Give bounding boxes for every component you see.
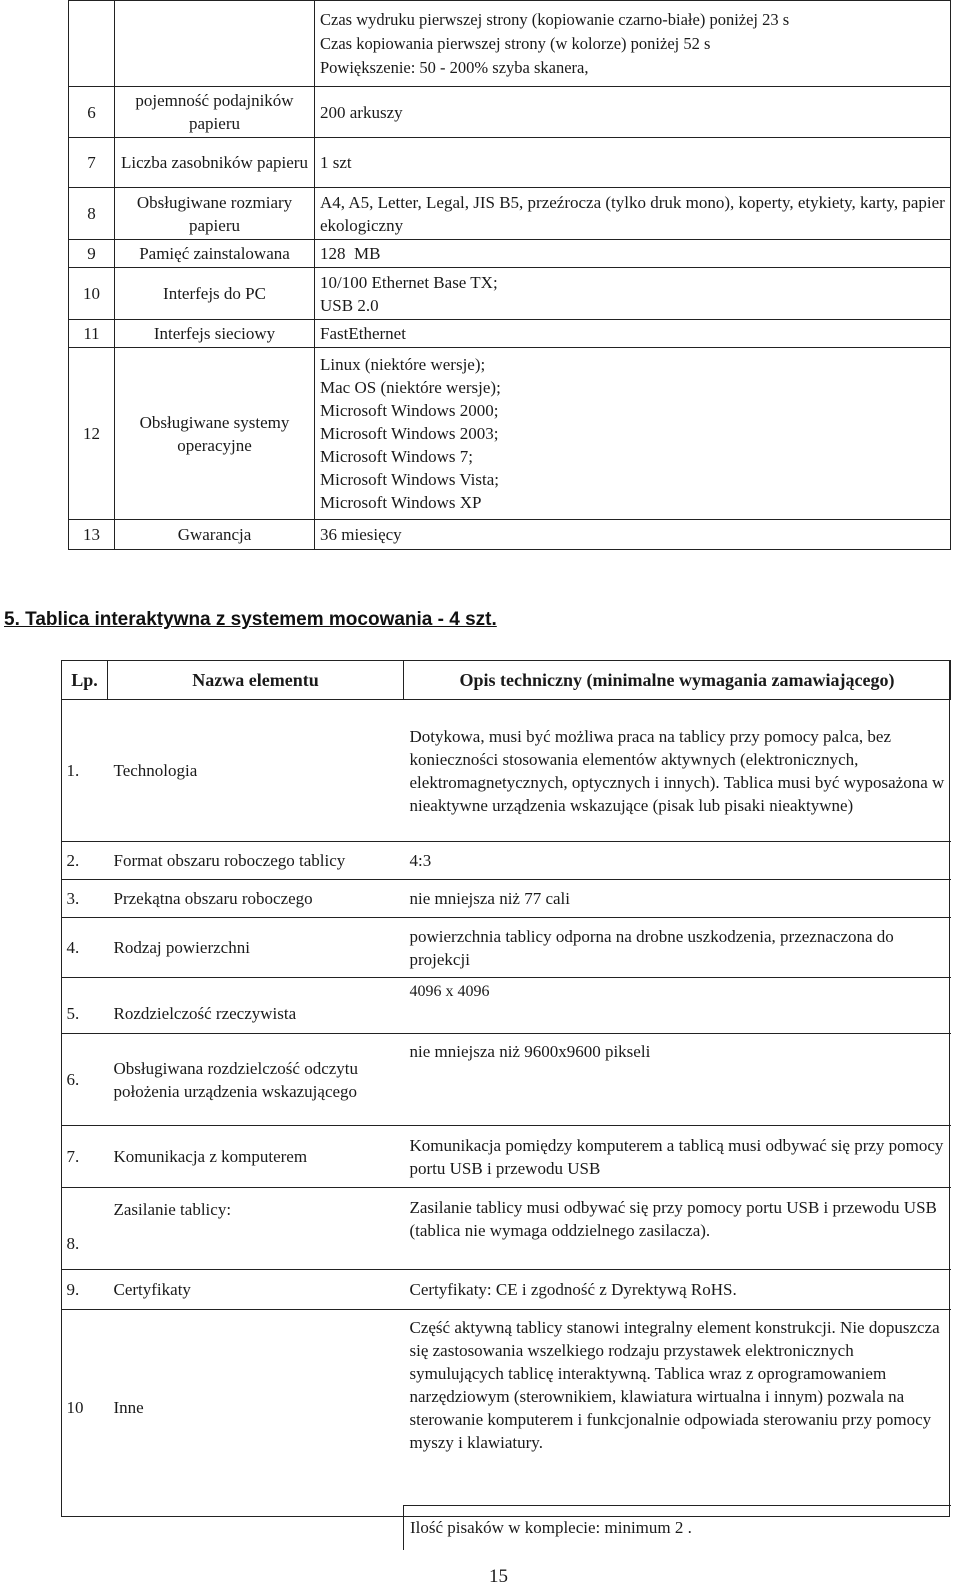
table-row [62, 880, 951, 918]
row-number: 9 [69, 240, 115, 268]
row-number: 1. [66, 761, 80, 780]
element-name: Komunikacja z komputerem [108, 1126, 404, 1188]
parameter-name: Liczba zasobników papieru [115, 138, 315, 188]
parameter-name: pojemność podajników papieru [115, 87, 315, 138]
table-row [69, 188, 951, 240]
table-row [62, 918, 951, 978]
table-row [62, 1270, 951, 1310]
element-description: nie mniejsza niż 77 cali [404, 880, 951, 918]
table-row [69, 240, 951, 268]
parameter-value: 128 MB [315, 240, 951, 268]
row-number: 7. [62, 1126, 108, 1188]
parameter-name: Obsługiwane rozmiary papieru [115, 188, 315, 240]
printer-spec-table [68, 0, 951, 550]
parameter-name: Interfejs do PC [115, 268, 315, 320]
row-number [69, 1, 115, 87]
element-description: 4:3 [404, 842, 951, 880]
row-number: 8 [69, 188, 115, 240]
row-number: 11 [69, 320, 115, 348]
row-number [62, 1506, 108, 1550]
row-number: 2. [62, 842, 108, 880]
header-description: Opis techniczny (minimalne wymagania zamawiającego) [404, 661, 951, 700]
table-row [69, 320, 951, 348]
table-header-row [62, 661, 951, 700]
table-row [69, 1, 951, 87]
parameter-name: Obsługiwane systemy operacyjne [115, 348, 315, 520]
table-row [69, 520, 951, 550]
table-row [69, 268, 951, 320]
table-row [62, 1310, 951, 1506]
element-name: Inne [108, 1310, 404, 1506]
table-row [62, 1126, 951, 1188]
row-number: 13 [69, 520, 115, 550]
table-row [62, 1188, 951, 1270]
row-number: 10 [69, 268, 115, 320]
row-number: 6. [62, 1034, 108, 1126]
row-number: 12 [69, 348, 115, 520]
parameter-value: Czas wydruku pierwszej strony (kopiowanie czarno-białe) poniżej 23 s Czas kopiowania pierwszej strony (w kolorze) poniżej 52 s Powiększenie: 50 - 200% szyba skanera, [315, 1, 951, 87]
parameter-value: 10/100 Ethernet Base TX; USB 2.0 [315, 268, 951, 320]
parameter-value: FastEthernet [315, 320, 951, 348]
row-number: 7 [69, 138, 115, 188]
parameter-value: 1 szt [315, 138, 951, 188]
element-description: Ilość pisaków w komplecie: minimum 2 . [404, 1506, 951, 1550]
element-name [108, 1506, 404, 1550]
whiteboard-spec-table [61, 660, 951, 1550]
element-name: Technologia [113, 761, 198, 780]
row-number: 8. [62, 1188, 108, 1270]
element-description: nie mniejsza niż 9600x9600 pikseli [404, 1034, 951, 1126]
row-number: 5. [62, 978, 108, 1034]
table-row [62, 978, 951, 1034]
table-row [69, 348, 951, 520]
table-row [62, 700, 951, 842]
table-row [62, 1506, 951, 1550]
element-description: Dotykowa, musi być możliwa praca na tablicy przy pomocy palca, bez konieczności stosowania elementów aktywnych (elektronicznych, elektromagnetycznych, optycznych i innych). Tablica musi być wyposażona w nieaktywne urządzenia wskazujące (pisak lub pisaki nieaktywne) [409, 726, 945, 815]
row-number: 10 [62, 1310, 108, 1506]
table-row [62, 1034, 951, 1126]
row-number: 4. [62, 918, 108, 978]
table-row [62, 842, 951, 880]
parameter-name: Interfejs sieciowy [115, 320, 315, 348]
parameter-value: 36 miesięcy [315, 520, 951, 550]
element-name: Rodzaj powierzchni [108, 918, 404, 978]
element-name: Certyfikaty [108, 1270, 404, 1310]
element-description: powierzchnia tablicy odporna na drobne uszkodzenia, przeznaczona do projekcji [404, 918, 951, 978]
element-name: Przekątna obszaru roboczego [108, 880, 404, 918]
element-name: Format obszaru roboczego tablicy [108, 842, 404, 880]
parameter-value: Linux (niektóre wersje); Mac OS (niektóre wersje); Microsoft Windows 2000; Microsoft Windows 2003; Microsoft Windows 7; Microsoft Windows Vista; Microsoft Windows XP [315, 348, 951, 520]
parameter-name: Gwarancja [115, 520, 315, 550]
element-description: Komunikacja pomiędzy komputerem a tablicą musi odbywać się przy pomocy portu USB i przewodu USB [404, 1126, 951, 1188]
page-number: 15 [489, 1566, 508, 1587]
element-description: Zasilanie tablicy musi odbywać się przy pomocy portu USB i przewodu USB (tablica nie wymaga oddzielnego zasilacza). [404, 1188, 951, 1270]
parameter-name [115, 1, 315, 87]
element-description: 4096 x 4096 [404, 978, 951, 1034]
header-name: Nazwa elementu [108, 661, 404, 700]
element-name: Zasilanie tablicy: [108, 1188, 404, 1270]
parameter-name: Pamięć zainstalowana [115, 240, 315, 268]
table-row [69, 87, 951, 138]
parameter-value: 200 arkuszy [315, 87, 951, 138]
element-description: Certyfikaty: CE i zgodność z Dyrektywą RoHS. [404, 1270, 951, 1310]
row-number: 6 [69, 87, 115, 138]
row-number: 9. [62, 1270, 108, 1310]
element-name: Rozdzielczość rzeczywista [108, 978, 404, 1034]
parameter-value: A4, A5, Letter, Legal, JIS B5, przeźrocza (tylko druk mono), koperty, etykiety, karty, papier ekologiczny [315, 188, 951, 240]
row-number: 3. [62, 880, 108, 918]
header-lp: Lp. [62, 661, 108, 700]
element-name: Obsługiwana rozdzielczość odczytu położenia urządzenia wskazującego [108, 1034, 404, 1126]
table-row [69, 138, 951, 188]
element-description: Część aktywną tablicy stanowi integralny element konstrukcji. Nie dopuszcza się zastosowania wszelkiego rodzaju przystawek elektronicznych symulujących tablicę interaktywną. Tablica wraz z oprogramowaniem narzędziowym (sterownikiem, klawiatura wirtualna i innym) pozwala na sterowanie komputerem i funkcjonalnie odpowiada sterowaniu przy pomocy myszy i klawiatury. [404, 1310, 951, 1506]
section-heading: 5. Tablica interaktywna z systemem mocowania - 4 szt. [4, 609, 497, 630]
